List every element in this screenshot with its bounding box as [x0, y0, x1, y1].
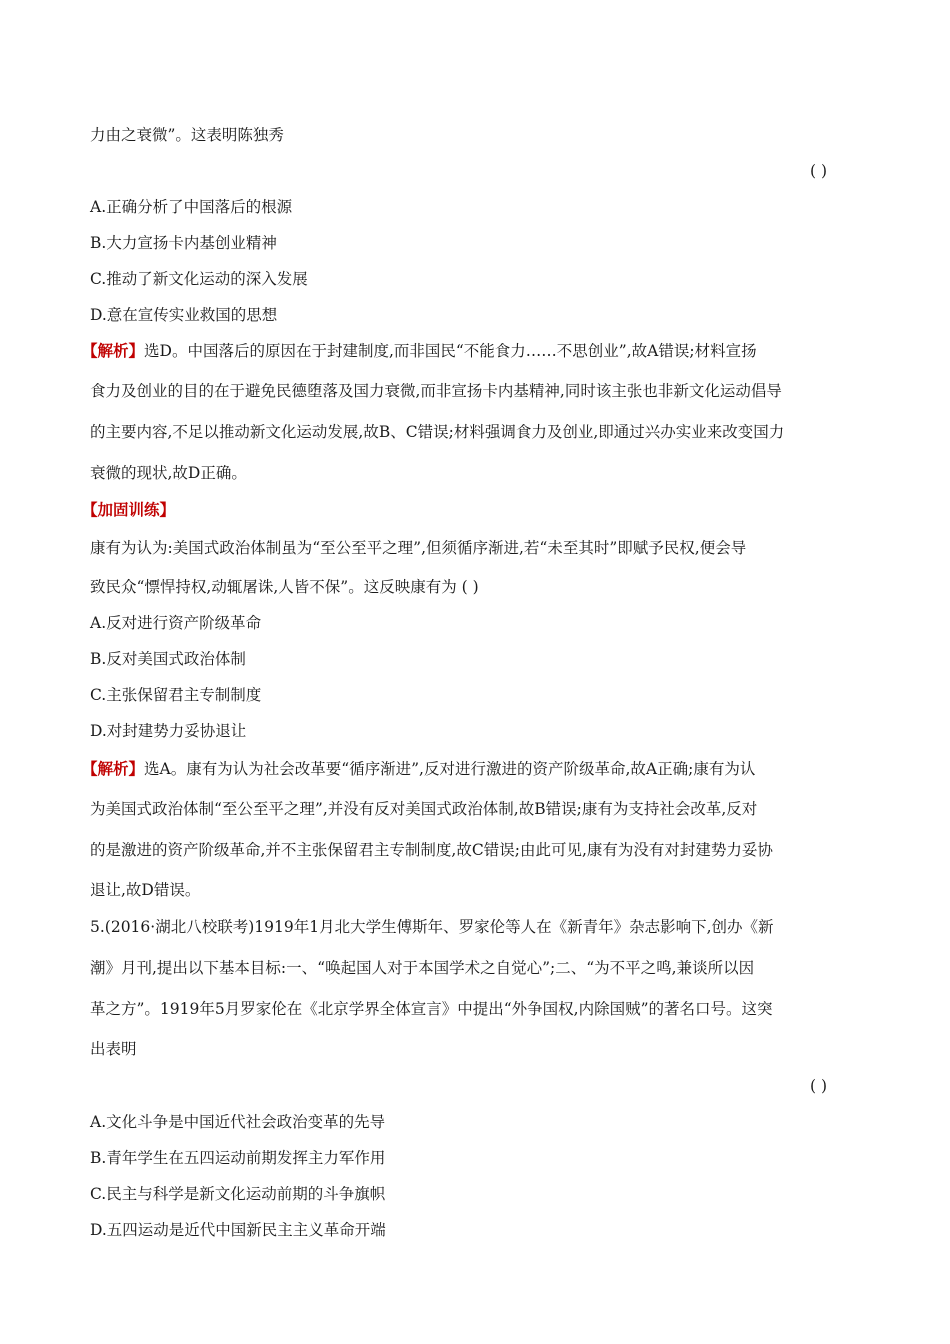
analysis-tag: 【解析】: [82, 341, 145, 360]
practice-analysis-line-1: [82, 759, 852, 779]
analysis-text: 选A。康有为认为社会改革要“循序渐进”,反对进行激进的资产阶级革命,故A正确;康有为认: [144, 760, 756, 778]
q5-option-c: C.民主与科学是新文化运动前期的斗争旗帜: [90, 1185, 386, 1203]
practice-option-c: C.主张保留君主专制制度: [90, 686, 262, 704]
q4-option-a: A.正确分析了中国落后的根源: [90, 198, 293, 216]
practice-analysis-line-2: 为美国式政治体制“至公至平之理”,并没有反对美国式政治体制,故B错误;康有为支持社会改革,反对: [90, 800, 758, 818]
q5-option-a: A.文化斗争是中国近代社会政治变革的先导: [90, 1113, 386, 1131]
practice-tag: 【加固训练】: [82, 500, 176, 519]
practice-analysis-line-3: 的是激进的资产阶级革命,并不主张保留君主专制制度,故C错误;由此可见,康有为没有对封建势力妥协: [90, 841, 773, 859]
practice-analysis-line-4: 退让,故D错误。: [90, 881, 201, 899]
q5-option-d: D.五四运动是近代中国新民主主义革命开端: [90, 1221, 386, 1239]
practice-stem-line-1: 康有为认为:美国式政治体制虽为“至公至平之理”,但须循序渐进,若“未至其时”即赋予民权,便会导: [90, 539, 747, 557]
practice-stem-line-2: 致民众“慓悍持权,动辄屠诛,人皆不保”。这反映康有为 ( ): [90, 578, 479, 596]
q4-analysis-line-2: 食力及创业的目的在于避免民德堕落及国力衰微,而非宣扬卡内基精神,同时该主张也非新文化运动倡导: [90, 382, 782, 400]
q4-option-c: C.推动了新文化运动的深入发展: [90, 270, 308, 288]
q4-answer-bracket: ( ): [810, 162, 828, 180]
practice-option-a: A.反对进行资产阶级革命: [90, 614, 262, 632]
q5-stem-line-1: 5.(2016·湖北八校联考)1919年1月北大学生傅斯年、罗家伦等人在《新青年》杂志影响下,创办《新: [90, 918, 774, 936]
q5-answer-bracket: ( ): [810, 1077, 828, 1095]
q4-analysis-line-4: 衰微的现状,故D正确。: [90, 464, 247, 482]
q5-stem-line-3: 革之方”。1919年5月罗家伦在《北京学界全体宣言》中提出“外争国权,内除国贼”的著名口号。这突: [90, 1000, 773, 1018]
analysis-text: 选D。中国落后的原因在于封建制度,而非国民“不能食力……不思创业”,故A错误;材料宣扬: [144, 342, 757, 360]
q5-stem-line-4: 出表明: [90, 1040, 137, 1058]
q4-option-b: B.大力宣扬卡内基创业精神: [90, 234, 277, 252]
practice-option-d: D.对封建势力妥协退让: [90, 722, 247, 740]
practice-option-b: B.反对美国式政治体制: [90, 650, 246, 668]
analysis-tag: 【解析】: [82, 759, 145, 778]
q4-option-d: D.意在宣传实业救国的思想: [90, 306, 278, 324]
q5-stem-line-2: 潮》月刊,提出以下基本目标:一、“唤起国人对于本国学术之自觉心”;二、“为不平之鸣,兼谈所以因: [90, 959, 755, 977]
q4-analysis-line-1: [82, 341, 852, 361]
q4-analysis-line-3: 的主要内容,不足以推动新文化运动发展,故B、C错误;材料强调食力及创业,即通过兴办实业来改变国力: [90, 423, 785, 441]
q4-stem-end: 力由之衰微”。这表明陈独秀: [90, 126, 284, 144]
q5-option-b: B.青年学生在五四运动前期发挥主力军作用: [90, 1149, 386, 1167]
